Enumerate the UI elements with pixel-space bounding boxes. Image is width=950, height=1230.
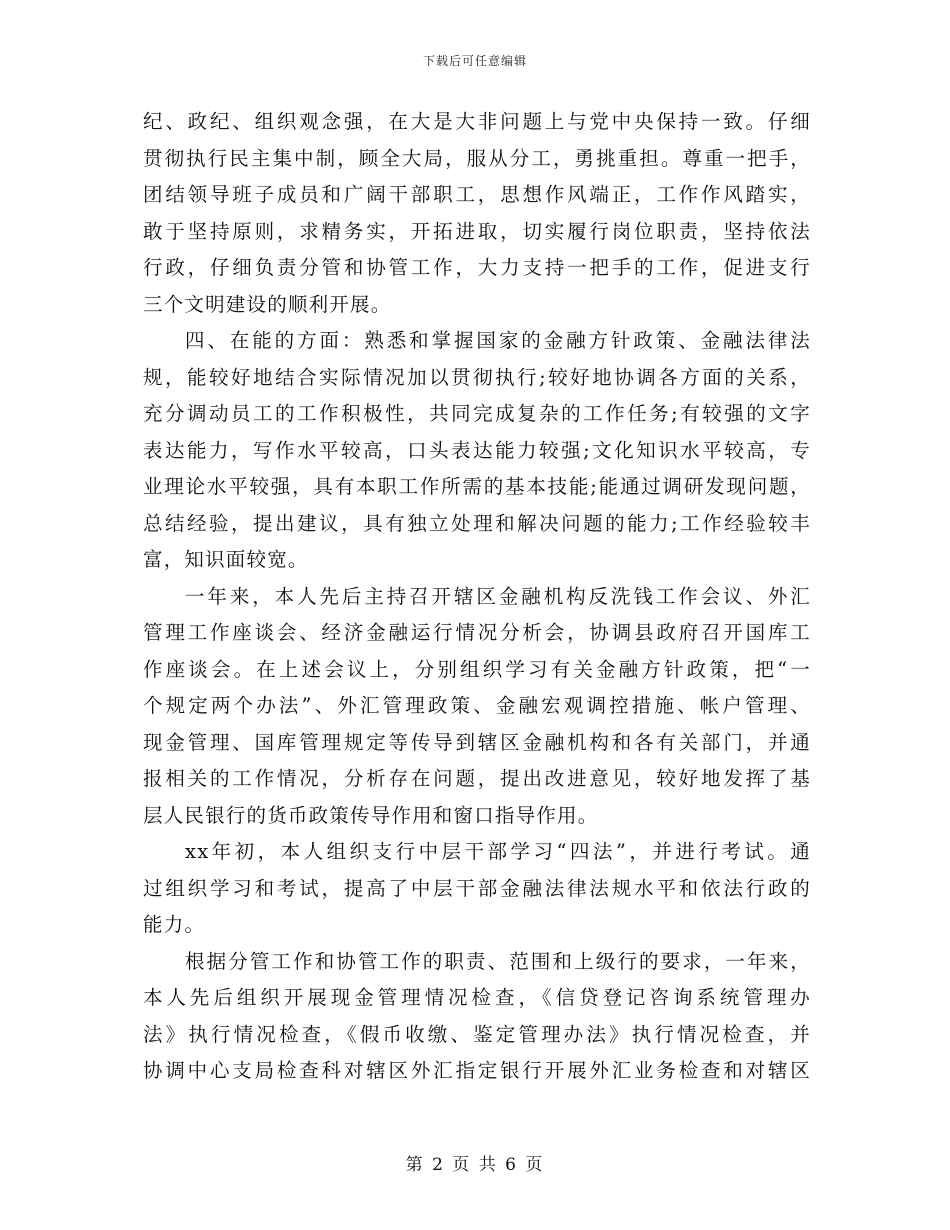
text-line: 充分调动员工的工作积极性，共同完成复杂的工作任务;有较强的文字 bbox=[143, 402, 811, 425]
text-line: 作座谈会。在上述会议上，分别组织学习有关金融方针政策，把“一 bbox=[143, 657, 811, 681]
page-number: 第 2 页 共 6 页 bbox=[405, 1155, 545, 1175]
text-line: 业理论水平较强，具有本职工作所需的基本技能;能通过调研发现问题， bbox=[143, 475, 811, 498]
text-line: 总结经验，提出建议，具有独立处理和解决问题的能力;工作经验较丰 bbox=[143, 511, 811, 535]
text-line: 三个文明建设的顺利开展。 bbox=[143, 292, 392, 316]
paragraph-start-line: 四、在能的方面：熟悉和掌握国家的金融方针政策、金融法律法 bbox=[185, 329, 811, 352]
text-line: 富，知识面较宽。 bbox=[143, 548, 309, 571]
paragraph-start-line: 根据分管工作和协管工作的职责、范围和上级行的要求，一年来， bbox=[185, 949, 811, 973]
text-line: 规，能较好地结合实际情况加以贯彻执行;较好地协调各方面的关系， bbox=[143, 365, 811, 389]
paragraph-start-line: xx年初，本人组织支行中层干部学习“四法”，并进行考试。通 bbox=[185, 840, 811, 863]
text-line: 报相关的工作情况，分析存在问题，提出改进意见，较好地发挥了基 bbox=[143, 767, 811, 790]
text-line: 过组织学习和考试，提高了中层干部金融法律法规水平和依法行政的 bbox=[143, 876, 811, 900]
text-line: 现金管理、国库管理规定等传导到辖区金融机构和各有关部门，并通 bbox=[143, 730, 811, 754]
text-line: 敢于坚持原则，求精务实，开拓进取，切实履行岗位职责，坚持依法 bbox=[143, 219, 811, 243]
text-line: 表达能力，写作水平较高，口头表达能力较强;文化知识水平较高，专 bbox=[143, 438, 811, 462]
text-line: 层人民银行的货币政策传导作用和窗口指导作用。 bbox=[143, 803, 599, 827]
page-header: 下载后可任意编辑 bbox=[422, 54, 527, 68]
text-line: 管理工作座谈会、经济金融运行情况分析会，协调县政府召开国库工 bbox=[143, 621, 811, 644]
text-line: 本人先后组织开展现金管理情况检查，《信贷登记咨询系统管理办 bbox=[143, 986, 811, 1009]
text-line: 能力。 bbox=[143, 913, 206, 936]
document-body bbox=[143, 104, 811, 1090]
text-line: 协调中心支局检查科对辖区外汇指定银行开展外汇业务检查和对辖区 bbox=[143, 1059, 811, 1082]
text-line: 行政，仔细负责分管和协管工作，大力支持一把手的工作，促进支行 bbox=[143, 256, 811, 279]
text-line: 法》执行情况检查，《假币收缴、鉴定管理办法》执行情况检查，并 bbox=[143, 1022, 811, 1046]
text-line: 纪、政纪、组织观念强，在大是大非问题上与党中央保持一致。仔细 bbox=[143, 110, 811, 133]
text-line: 团结领导班子成员和广阔干部职工，思想作风端正，工作作风踏实， bbox=[143, 183, 811, 206]
text-line: 贯彻执行民主集中制，顾全大局，服从分工，勇挑重担。尊重一把手， bbox=[143, 146, 811, 170]
paragraph-start-line: 一年来，本人先后主持召开辖区金融机构反洗钱工作会议、外汇 bbox=[185, 584, 811, 608]
text-line: 个规定两个办法”、外汇管理政策、金融宏观调控措施、帐户管理、 bbox=[143, 694, 811, 717]
